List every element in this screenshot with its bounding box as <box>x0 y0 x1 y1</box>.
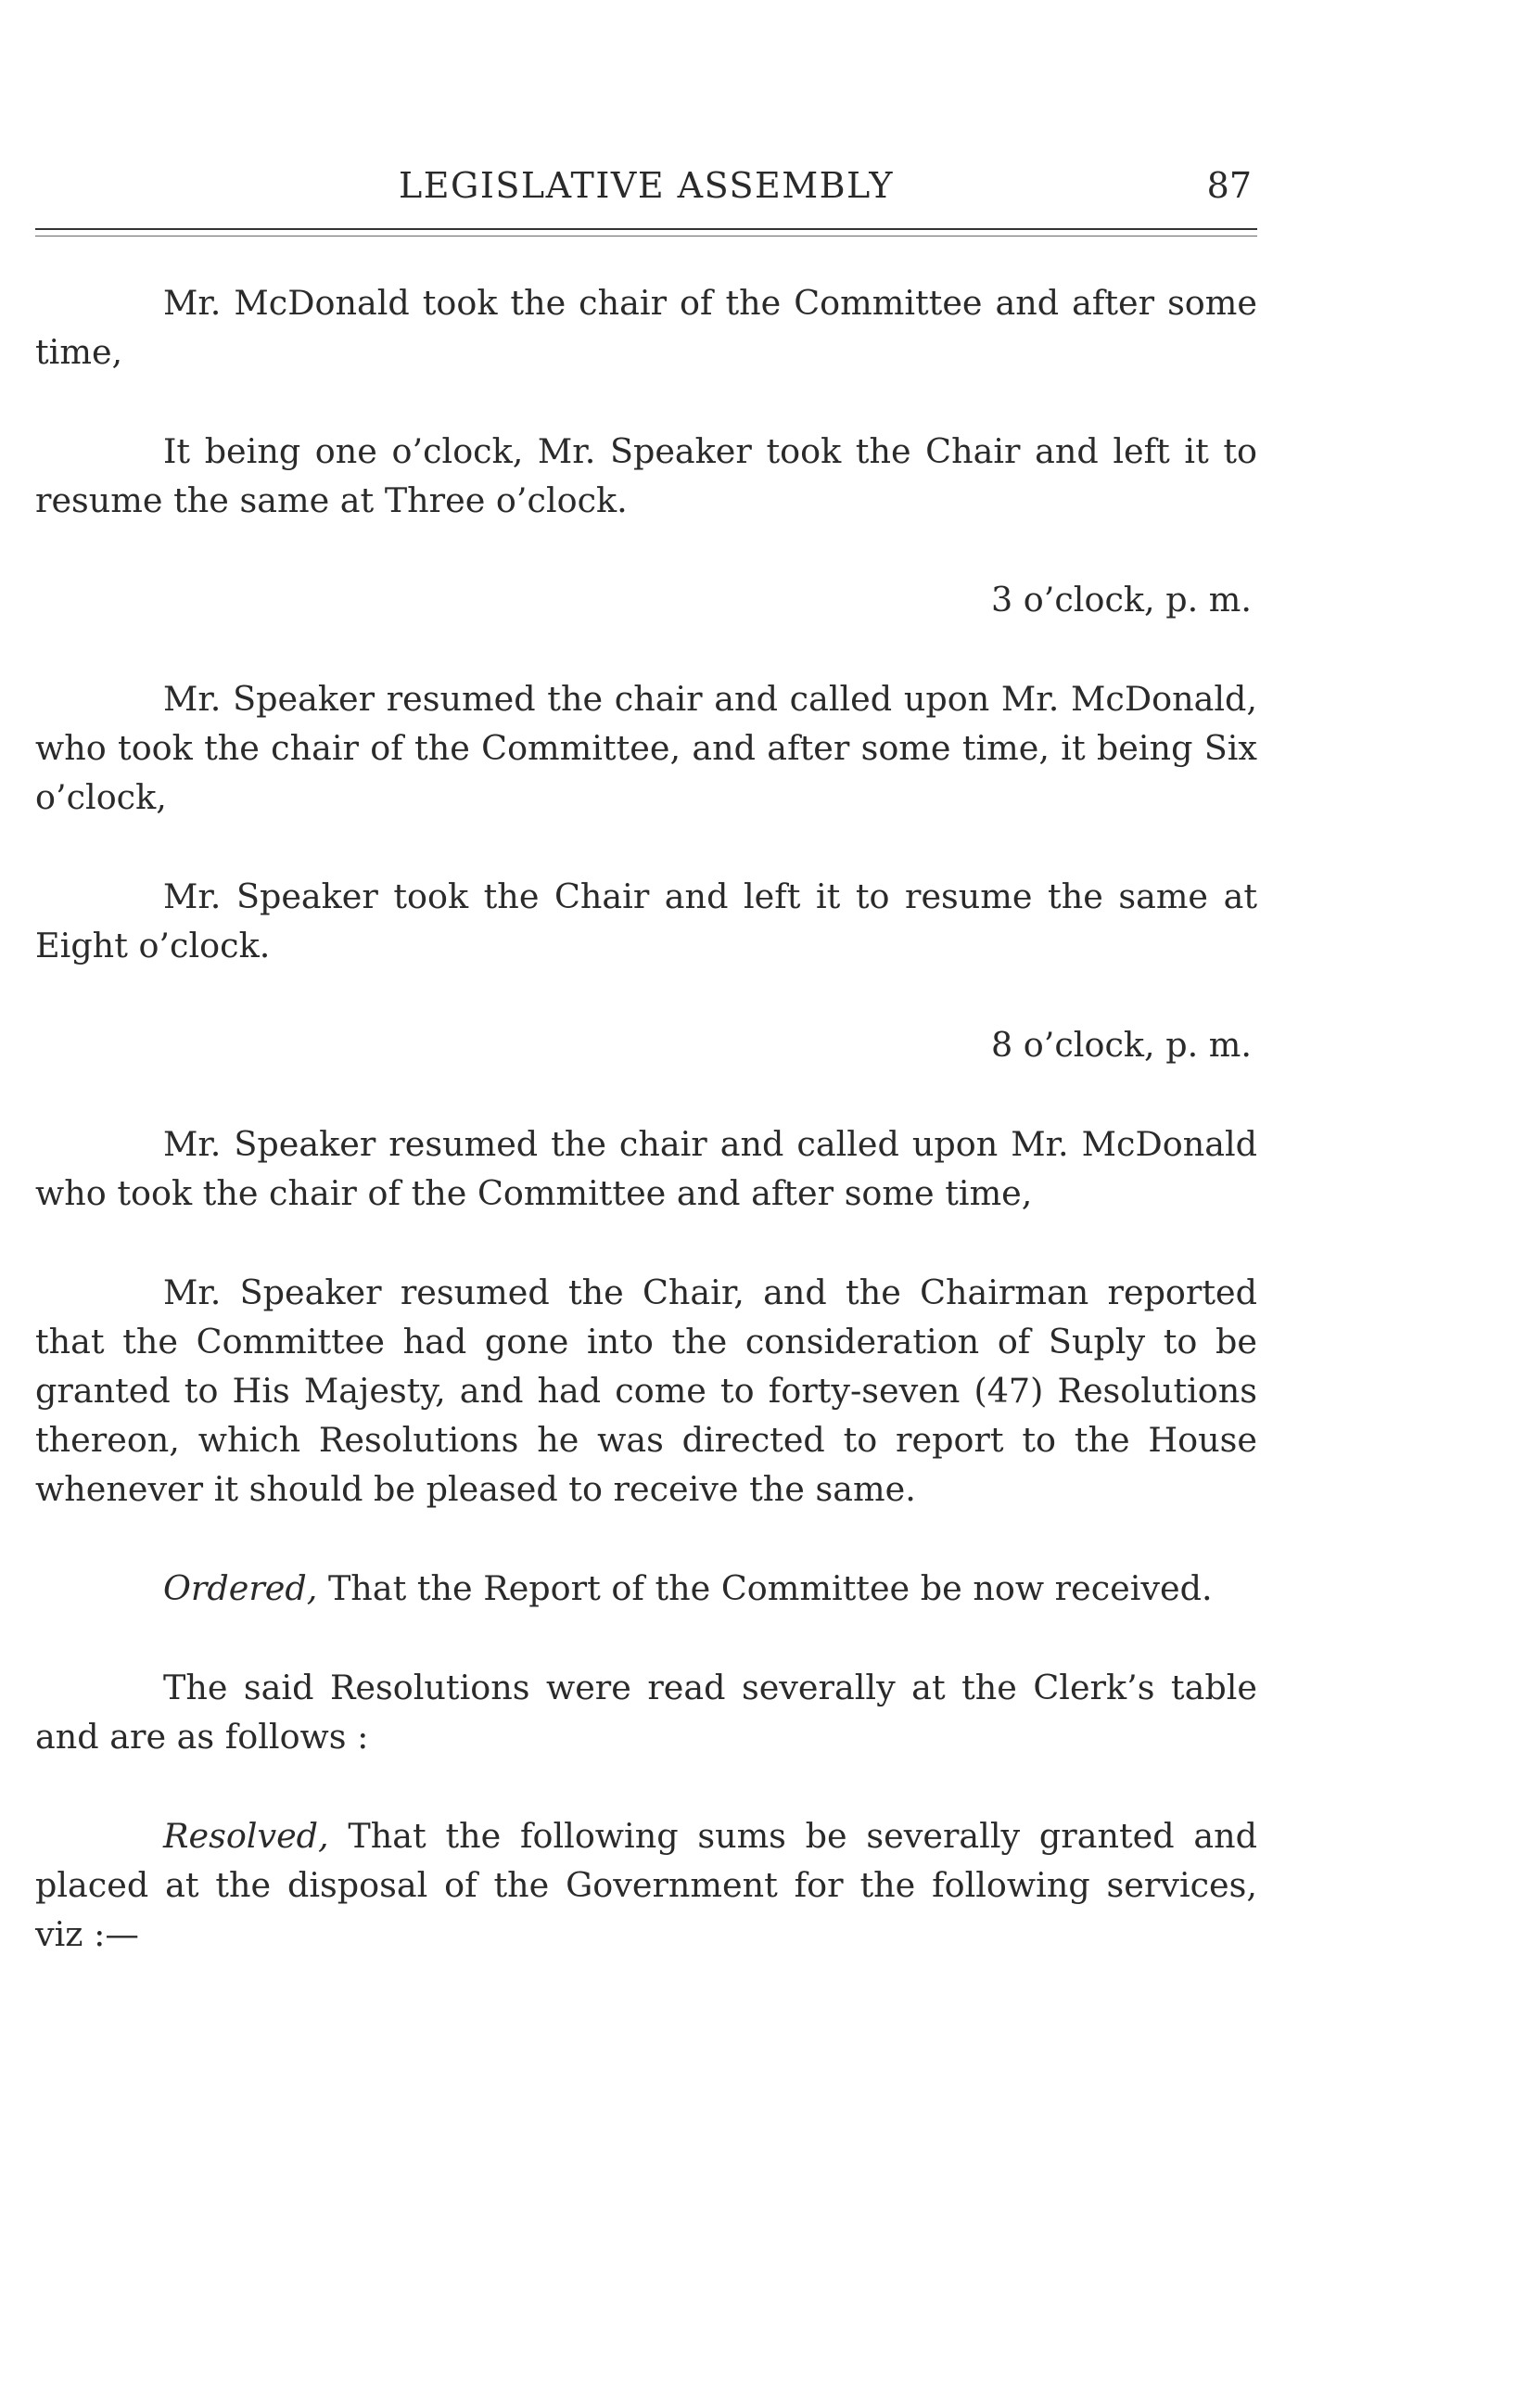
time-marker-three: 3 o’clock, p. m. <box>990 580 1252 620</box>
paragraph-resolutions-read: The said Resolutions were read severally at the Clerk’s table and are as follows : <box>35 1668 1257 1757</box>
header-title: LEGISLATIVE ASSEMBLY <box>399 165 894 206</box>
page-number: 87 <box>1206 165 1252 206</box>
paragraph-ordered <box>35 1564 1257 1613</box>
paragraph-one-oclock: It being one o’clock, Mr. Speaker took the Chair and left it to resume the same at Three o’clock. <box>35 431 1257 520</box>
resolved-label: Resolved, <box>163 1816 329 1856</box>
paragraph-committee-chair: Mr. McDonald took the chair of the Committee and after some time, <box>35 283 1257 372</box>
paragraph-chairman-report: Mr. Speaker resumed the Chair, and the Chairman reported that the Committee had gone into the consideration of Suply to be granted to His Majesty, and had come to forty-seven (47) Resolutions thereon, which Resolutions he was directed to report to the House whenever it should be pleased to receive the same. <box>35 1272 1257 1509</box>
resolved-text: That the following sums be severally granted and placed at the disposal of the Government for the following services, viz :— <box>35 1816 1257 1954</box>
body-text <box>35 278 1257 2009</box>
paragraph-resumed-evening: Mr. Speaker resumed the chair and called upon Mr. McDonald who took the chair of the Committee and after some time, <box>35 1124 1257 1213</box>
header-rule <box>35 228 1257 230</box>
ordered-label: Ordered, <box>163 1568 318 1608</box>
paragraph-six-oclock: Mr. Speaker took the Chair and left it to resume the same at Eight o’clock. <box>35 876 1257 965</box>
paragraph-resolved <box>35 1811 1257 1959</box>
paragraph-resumed-afternoon: Mr. Speaker resumed the chair and called upon Mr. McDonald, who took the chair of the Committee, and after some time, it being Six o’clock, <box>35 679 1257 817</box>
time-marker-eight: 8 o’clock, p. m. <box>990 1025 1252 1065</box>
ordered-text: That the Report of the Committee be now received. <box>317 1568 1213 1608</box>
running-header <box>35 165 1257 211</box>
